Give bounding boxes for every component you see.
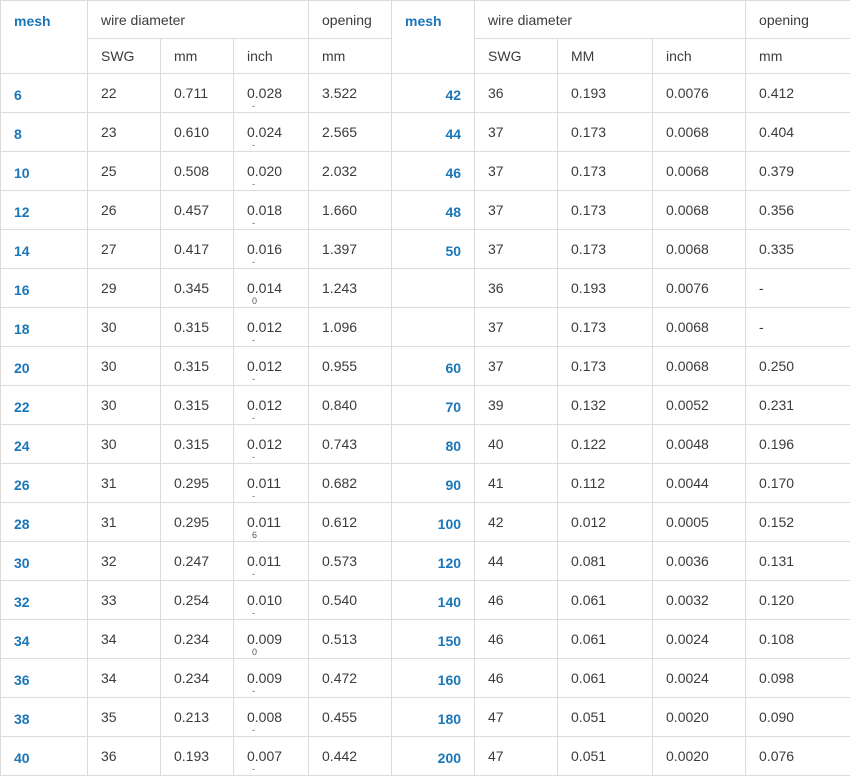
opening-right-cell: 0.196: [746, 425, 850, 464]
inch-right-cell: 0.0068: [653, 230, 746, 269]
opening-right-cell: 0.076: [746, 737, 850, 776]
swg-left-cell: 34: [88, 620, 161, 659]
inch-right-cell: 0.0048: [653, 425, 746, 464]
opening-left-cell: 0.455: [309, 698, 392, 737]
swg-right-cell: 42: [475, 503, 558, 542]
inch-value-left: 0.016: [247, 241, 282, 257]
mesh-left-cell: 14: [1, 230, 88, 269]
mm-left-cell: 0.711: [161, 74, 234, 113]
mesh-left-cell: 30: [1, 542, 88, 581]
opening-left-cell: 0.442: [309, 737, 392, 776]
opening-right-cell: 0.412: [746, 74, 850, 113]
mm-left-cell: 0.315: [161, 386, 234, 425]
inch-header-right: inch: [653, 39, 746, 74]
cropped-digit-mark: -: [252, 258, 255, 267]
inch-right-cell: 0.0076: [653, 269, 746, 308]
table-row: [1, 191, 850, 230]
inch-left-cell: [234, 659, 309, 698]
mm-left-cell: 0.315: [161, 308, 234, 347]
mesh-left-cell: 40: [1, 737, 88, 776]
swg-right-cell: 41: [475, 464, 558, 503]
inch-value-left: 0.010: [247, 592, 282, 608]
opening-right-cell: 0.250: [746, 347, 850, 386]
table-row: [1, 152, 850, 191]
mm-left-cell: 0.247: [161, 542, 234, 581]
swg-right-cell: 47: [475, 698, 558, 737]
swg-left-cell: 35: [88, 698, 161, 737]
inch-value-left: 0.011: [247, 553, 281, 569]
mm-right-cell: 0.012: [558, 503, 653, 542]
mesh-right-cell: 60: [392, 347, 475, 386]
mm-left-cell: 0.315: [161, 425, 234, 464]
opening-right-cell: 0.152: [746, 503, 850, 542]
inch-right-cell: 0.0068: [653, 113, 746, 152]
table-row: [1, 659, 850, 698]
mesh-left-cell: 26: [1, 464, 88, 503]
opening-left-cell: 1.397: [309, 230, 392, 269]
mesh-right-cell: 70: [392, 386, 475, 425]
swg-left-cell: 29: [88, 269, 161, 308]
mm-left-cell: 0.234: [161, 620, 234, 659]
opening-left-cell: 0.540: [309, 581, 392, 620]
swg-left-cell: 23: [88, 113, 161, 152]
opening-left-cell: 0.472: [309, 659, 392, 698]
mesh-right-cell: 44: [392, 113, 475, 152]
opening-left-cell: 2.565: [309, 113, 392, 152]
cropped-digit-mark: -: [252, 453, 255, 462]
swg-right-cell: 47: [475, 737, 558, 776]
opening-right-cell: 0.231: [746, 386, 850, 425]
swg-right-cell: 40: [475, 425, 558, 464]
mesh-left-cell: 6: [1, 74, 88, 113]
opening-right-cell: 0.120: [746, 581, 850, 620]
swg-right-cell: 37: [475, 113, 558, 152]
inch-value-left: 0.024: [247, 124, 282, 140]
opening-right-cell: 0.170: [746, 464, 850, 503]
cropped-digit-mark: -: [252, 726, 255, 735]
mesh-right-cell: 100: [392, 503, 475, 542]
inch-right-cell: 0.0068: [653, 191, 746, 230]
wire-diameter-header-right: wire diameter: [475, 1, 746, 39]
inch-right-cell: 0.0068: [653, 152, 746, 191]
opening-left-cell: 0.743: [309, 425, 392, 464]
cropped-digit-mark: -: [252, 414, 255, 423]
mm-right-cell: 0.061: [558, 620, 653, 659]
mm-right-cell: 0.193: [558, 74, 653, 113]
mesh-left-cell: 28: [1, 503, 88, 542]
inch-left-cell: [234, 503, 309, 542]
swg-left-cell: 36: [88, 737, 161, 776]
mesh-left-cell: 22: [1, 386, 88, 425]
mesh-left-cell: 20: [1, 347, 88, 386]
mm-right-cell: 0.173: [558, 230, 653, 269]
mesh-left-cell: 24: [1, 425, 88, 464]
mesh-header-right: mesh: [392, 1, 475, 74]
mm-right-cell: 0.061: [558, 659, 653, 698]
table-row: [1, 425, 850, 464]
mesh-right-cell: 50: [392, 230, 475, 269]
inch-left-cell: [234, 698, 309, 737]
table-row: [1, 74, 850, 113]
mm-left-cell: 0.254: [161, 581, 234, 620]
inch-value-left: 0.028: [247, 85, 282, 101]
inch-right-cell: 0.0036: [653, 542, 746, 581]
table-row: [1, 542, 850, 581]
inch-left-cell: [234, 230, 309, 269]
mm-right-cell: 0.112: [558, 464, 653, 503]
mesh-right-cell: 180: [392, 698, 475, 737]
mesh-left-cell: 12: [1, 191, 88, 230]
mesh-right-cell: 200: [392, 737, 475, 776]
inch-left-cell: [234, 737, 309, 776]
inch-left-cell: [234, 425, 309, 464]
inch-left-cell: [234, 581, 309, 620]
opening-right-cell: 0.108: [746, 620, 850, 659]
inch-value-left: 0.011: [247, 514, 281, 530]
swg-right-cell: 37: [475, 347, 558, 386]
swg-left-cell: 22: [88, 74, 161, 113]
inch-right-cell: 0.0068: [653, 347, 746, 386]
inch-left-cell: [234, 191, 309, 230]
swg-right-cell: 39: [475, 386, 558, 425]
inch-left-cell: [234, 620, 309, 659]
table-row: [1, 737, 850, 776]
cropped-digit-mark: -: [252, 180, 255, 189]
cropped-digit-mark: -: [252, 609, 255, 618]
opening-right-cell: 0.090: [746, 698, 850, 737]
cropped-digit-mark: -: [252, 219, 255, 228]
opening-left-cell: 1.243: [309, 269, 392, 308]
inch-value-left: 0.012: [247, 436, 282, 452]
mm-left-cell: 0.213: [161, 698, 234, 737]
mesh-right-cell: [392, 308, 475, 347]
swg-right-cell: 46: [475, 581, 558, 620]
mm-left-cell: 0.610: [161, 113, 234, 152]
table-row: [1, 464, 850, 503]
opening-left-cell: 0.573: [309, 542, 392, 581]
opening-mm-header-right: mm: [746, 39, 850, 74]
cropped-digit-mark: -: [252, 687, 255, 696]
swg-right-cell: 46: [475, 620, 558, 659]
mm-right-cell: 0.173: [558, 191, 653, 230]
mm-right-cell: 0.173: [558, 308, 653, 347]
mm-header-right: MM: [558, 39, 653, 74]
inch-right-cell: 0.0068: [653, 308, 746, 347]
inch-value-left: 0.011: [247, 475, 281, 491]
table-row: [1, 113, 850, 152]
swg-left-cell: 32: [88, 542, 161, 581]
inch-right-cell: 0.0032: [653, 581, 746, 620]
inch-right-cell: 0.0076: [653, 74, 746, 113]
inch-left-cell: [234, 113, 309, 152]
opening-right-cell: 0.335: [746, 230, 850, 269]
swg-left-cell: 31: [88, 464, 161, 503]
inch-right-cell: 0.0044: [653, 464, 746, 503]
inch-left-cell: [234, 464, 309, 503]
mesh-left-cell: 16: [1, 269, 88, 308]
mesh-right-cell: 120: [392, 542, 475, 581]
inch-left-cell: [234, 269, 309, 308]
mesh-right-cell: 160: [392, 659, 475, 698]
mm-left-cell: 0.295: [161, 503, 234, 542]
inch-right-cell: 0.0020: [653, 698, 746, 737]
mesh-right-cell: 90: [392, 464, 475, 503]
inch-left-cell: [234, 152, 309, 191]
mm-right-cell: 0.173: [558, 347, 653, 386]
swg-left-cell: 27: [88, 230, 161, 269]
mm-right-cell: 0.051: [558, 698, 653, 737]
mm-right-cell: 0.173: [558, 113, 653, 152]
header-row: [1, 1, 850, 39]
opening-right-cell: 0.379: [746, 152, 850, 191]
mesh-right-cell: 42: [392, 74, 475, 113]
inch-right-cell: 0.0024: [653, 620, 746, 659]
table-row: [1, 386, 850, 425]
swg-left-cell: 30: [88, 347, 161, 386]
mesh-left-cell: 32: [1, 581, 88, 620]
inch-header-left: inch: [234, 39, 309, 74]
table-row: [1, 620, 850, 659]
inch-right-cell: 0.0020: [653, 737, 746, 776]
cropped-digit-mark: 6: [252, 531, 257, 540]
mm-right-cell: 0.061: [558, 581, 653, 620]
inch-value-left: 0.012: [247, 319, 282, 335]
swg-right-cell: 37: [475, 152, 558, 191]
inch-right-cell: 0.0005: [653, 503, 746, 542]
mm-left-cell: 0.193: [161, 737, 234, 776]
mesh-left-cell: 38: [1, 698, 88, 737]
cropped-digit-mark: 0: [252, 297, 257, 306]
mm-right-cell: 0.173: [558, 152, 653, 191]
opening-left-cell: 3.522: [309, 74, 392, 113]
opening-left-cell: 1.660: [309, 191, 392, 230]
opening-header-left: opening: [309, 1, 392, 39]
inch-value-left: 0.014: [247, 280, 282, 296]
mm-right-cell: 0.132: [558, 386, 653, 425]
inch-value-left: 0.012: [247, 397, 282, 413]
opening-left-cell: 0.513: [309, 620, 392, 659]
swg-right-cell: 37: [475, 191, 558, 230]
opening-left-cell: 2.032: [309, 152, 392, 191]
opening-right-cell: 0.098: [746, 659, 850, 698]
swg-left-cell: 34: [88, 659, 161, 698]
opening-right-cell: 0.131: [746, 542, 850, 581]
table-row: [1, 269, 850, 308]
mm-left-cell: 0.417: [161, 230, 234, 269]
mm-left-cell: 0.508: [161, 152, 234, 191]
table-row: [1, 347, 850, 386]
table-row: [1, 581, 850, 620]
inch-left-cell: [234, 308, 309, 347]
inch-value-left: 0.008: [247, 709, 282, 725]
cropped-digit-mark: 0: [252, 648, 257, 657]
swg-left-cell: 30: [88, 386, 161, 425]
cropped-digit-mark: -: [252, 765, 255, 774]
inch-right-cell: 0.0024: [653, 659, 746, 698]
mesh-right-cell: 46: [392, 152, 475, 191]
inch-value-left: 0.012: [247, 358, 282, 374]
inch-left-cell: [234, 74, 309, 113]
swg-right-cell: 37: [475, 230, 558, 269]
inch-right-cell: 0.0052: [653, 386, 746, 425]
swg-left-cell: 30: [88, 308, 161, 347]
inch-left-cell: [234, 347, 309, 386]
table-row: [1, 698, 850, 737]
mm-left-cell: 0.295: [161, 464, 234, 503]
mm-left-cell: 0.345: [161, 269, 234, 308]
swg-left-cell: 33: [88, 581, 161, 620]
mm-header-left: mm: [161, 39, 234, 74]
cropped-digit-mark: -: [252, 336, 255, 345]
mesh-header-left: mesh: [1, 1, 88, 74]
opening-right-cell: 0.404: [746, 113, 850, 152]
mesh-left-cell: 10: [1, 152, 88, 191]
swg-right-cell: 37: [475, 308, 558, 347]
inch-value-left: 0.009: [247, 631, 282, 647]
opening-left-cell: 0.682: [309, 464, 392, 503]
table-row: [1, 503, 850, 542]
table-row: [1, 230, 850, 269]
opening-left-cell: 0.612: [309, 503, 392, 542]
inch-left-cell: [234, 386, 309, 425]
swg-header-left: SWG: [88, 39, 161, 74]
mm-right-cell: 0.122: [558, 425, 653, 464]
cropped-digit-mark: -: [252, 375, 255, 384]
swg-right-cell: 46: [475, 659, 558, 698]
inch-value-left: 0.018: [247, 202, 282, 218]
opening-left-cell: 1.096: [309, 308, 392, 347]
mesh-right-cell: 150: [392, 620, 475, 659]
inch-left-cell: [234, 542, 309, 581]
mesh-left-cell: 36: [1, 659, 88, 698]
opening-left-cell: 0.840: [309, 386, 392, 425]
swg-left-cell: 30: [88, 425, 161, 464]
mm-left-cell: 0.457: [161, 191, 234, 230]
mesh-left-cell: 8: [1, 113, 88, 152]
inch-value-left: 0.007: [247, 748, 282, 764]
mm-left-cell: 0.315: [161, 347, 234, 386]
swg-right-cell: 44: [475, 542, 558, 581]
mesh-left-cell: 18: [1, 308, 88, 347]
swg-left-cell: 31: [88, 503, 161, 542]
table-row: [1, 308, 850, 347]
opening-header-right: opening: [746, 1, 850, 39]
swg-right-cell: 36: [475, 269, 558, 308]
mesh-right-cell: 48: [392, 191, 475, 230]
cropped-digit-mark: -: [252, 570, 255, 579]
mm-right-cell: 0.081: [558, 542, 653, 581]
mesh-right-cell: 140: [392, 581, 475, 620]
swg-left-cell: 26: [88, 191, 161, 230]
opening-right-cell: -: [746, 308, 850, 347]
inch-value-left: 0.009: [247, 670, 282, 686]
swg-header-right: SWG: [475, 39, 558, 74]
swg-left-cell: 25: [88, 152, 161, 191]
wire-diameter-header-left: wire diameter: [88, 1, 309, 39]
cropped-digit-mark: -: [252, 102, 255, 111]
swg-right-cell: 36: [475, 74, 558, 113]
cropped-digit-mark: -: [252, 141, 255, 150]
mm-left-cell: 0.234: [161, 659, 234, 698]
opening-left-cell: 0.955: [309, 347, 392, 386]
mm-right-cell: 0.051: [558, 737, 653, 776]
mesh-right-cell: [392, 269, 475, 308]
mesh-left-cell: 34: [1, 620, 88, 659]
opening-right-cell: -: [746, 269, 850, 308]
mm-right-cell: 0.193: [558, 269, 653, 308]
mesh-right-cell: 80: [392, 425, 475, 464]
inch-value-left: 0.020: [247, 163, 282, 179]
opening-mm-header-left: mm: [309, 39, 392, 74]
opening-right-cell: 0.356: [746, 191, 850, 230]
cropped-digit-mark: -: [252, 492, 255, 501]
